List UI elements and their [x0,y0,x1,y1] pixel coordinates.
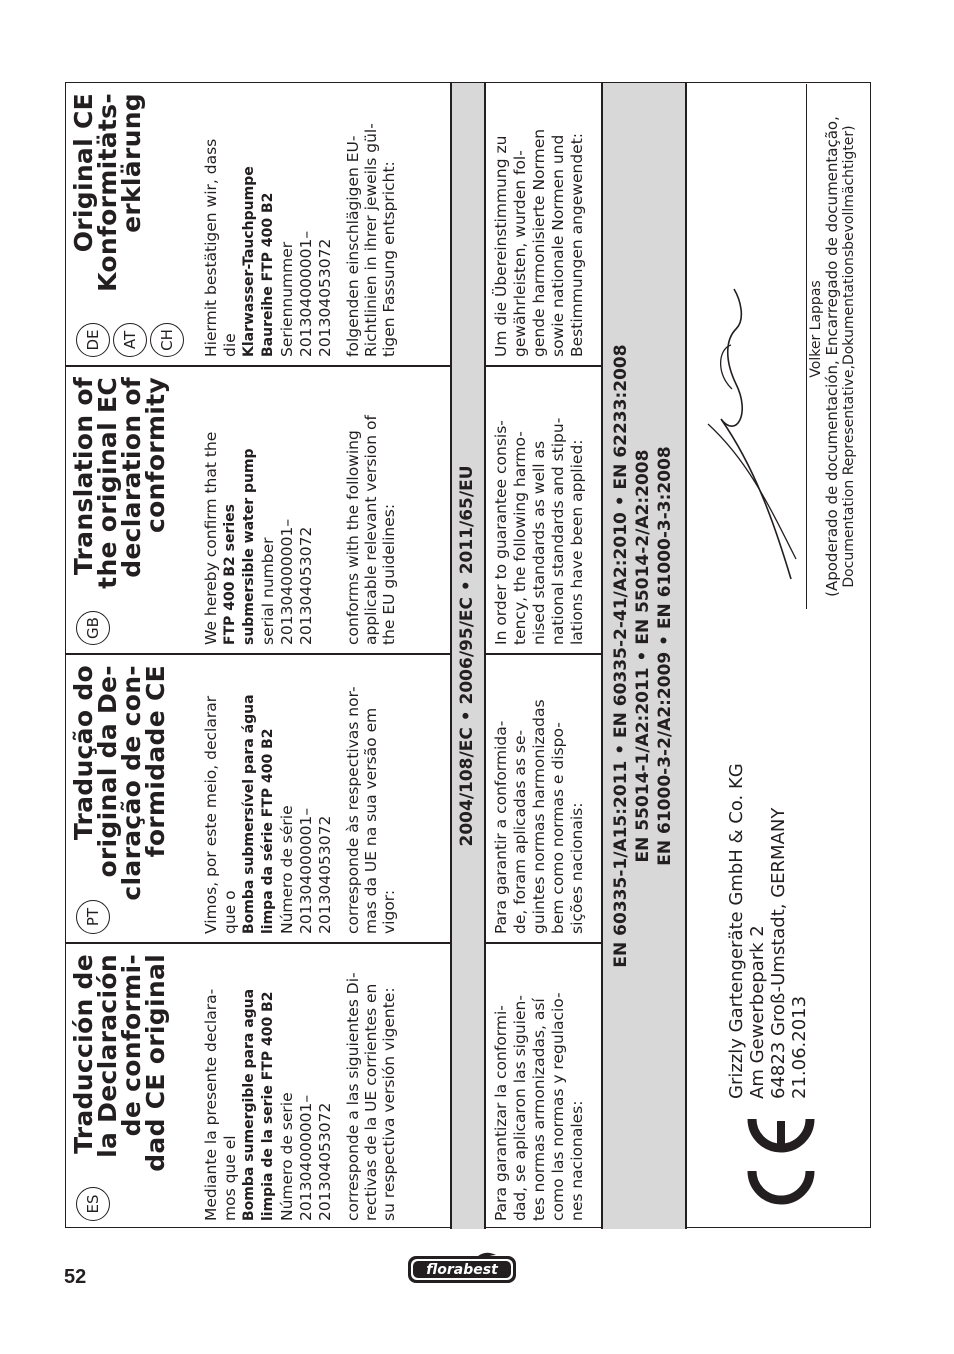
text-line: applicable relevant version of [362,415,380,645]
serial-from: 201304000001– [278,518,296,645]
directive-text [344,91,398,357]
florabest-logo [406,1252,518,1286]
issue-date: 21.06.2013 [789,995,810,1099]
text-line: como las normas y regulacio- [549,992,567,1221]
text-line: folgenden einschlägigen EU- [344,135,362,357]
product-line: limpa da série FTP 400 B2 [260,728,276,934]
title-line: de conformi- [117,954,146,1137]
column-title [69,954,170,1172]
text-line: nes nacionales: [568,1100,586,1221]
language-badge: PT [76,900,110,934]
serial-to: 201304053072 [316,815,334,934]
language-badge: DE [76,323,110,357]
company-name: Grizzly Gartengeräte GmbH & Co. KG [726,763,747,1099]
column-header [69,91,202,357]
rotated-declaration [66,83,872,1229]
directive-text [344,375,398,645]
title-line: the original EC [93,377,122,589]
page-number: 52 [64,1266,87,1288]
text-line: nised standards as well as [530,440,548,645]
intro-line: que o [221,890,239,934]
column-title [69,665,170,901]
intro-line: Mediante la presente declara- [202,988,220,1221]
product-block [202,952,338,1221]
column-header [69,663,202,934]
text-line: sowie nationale Normen und [549,134,567,357]
handwritten-signature [696,259,806,589]
product-line: submersible water pump [241,448,257,645]
standards-line: EN 55014-1/A2:2011 • EN 55014-2/A2:2008 [633,449,653,863]
text-line: Para garantir a conformida- [492,720,510,934]
product-line: Bomba sumergible para agua [241,988,257,1221]
language-badge: ES [76,1187,110,1221]
company-city: 64823 Groß-Umstadt, GERMANY [768,807,789,1099]
serial-from: 201304000001– [297,807,315,934]
title-line: formidade CE [141,665,170,858]
text-line: tigen Fassung entspricht: [380,161,398,357]
product-line: Bomba submersível para água [241,694,257,934]
title-line: original da De- [93,665,122,878]
text-line: corresponde a las siguientes Di- [344,972,362,1221]
divider [450,83,452,1229]
text-line: gende harmonisierte Normen [530,128,548,357]
text-line: national standards and stipu- [549,417,567,645]
product-block [202,375,338,645]
column-de [66,83,398,365]
text-line: conforms with the following [344,430,362,645]
intro-line: Hiermit bestätigen wir, dass [202,138,220,357]
directives-list: 2004/108/EC • 2006/95/EC • 2011/65/EU [457,465,477,847]
text-line: bem como normas e dispo- [549,722,567,934]
title-line: Traducción de [69,954,98,1154]
divider [685,83,687,1229]
text-line: lations have been applied: [568,439,586,645]
serial-to: 201304053072 [316,238,334,357]
serial-label: Número de serie [278,1092,296,1221]
declaration-frame [65,82,871,1228]
standards-text-de [486,83,587,365]
product-line: FTP 400 B2 series [222,504,238,645]
title-line: Konformitäts- [93,93,122,292]
title-line: declaration of [117,377,146,578]
text-line: su respectiva versión vigente: [380,987,398,1221]
product-block [202,663,338,934]
column-title [69,377,170,589]
directive-text [344,952,398,1221]
divider [601,83,603,1229]
text-line: tency, the following harmo- [511,431,529,645]
company-address [726,763,810,1099]
directive-text [344,663,398,934]
intro-line: We hereby confirm that the [202,431,220,645]
standards-text-es [486,944,587,1229]
serial-to: 201304053072 [297,526,315,645]
text-line: the EU guidelines: [380,503,398,645]
language-badge: GB [76,611,110,645]
product-line: Baureihe FTP 400 B2 [260,192,276,357]
serial-from: 201304000001– [297,1094,315,1221]
text-line: vigor: [380,889,398,934]
signatory-name: Volker Lappas [808,280,824,378]
intro-line: Vimos, por este meio, declarar [202,695,220,934]
column-header [69,952,202,1221]
signatory-role: (Apoderado de documentación, Encarregado de documentação, [823,116,841,597]
text-line: guintes normas harmonizadas [530,699,548,934]
text-line: Para garantizar la conformi- [492,1005,510,1221]
text-line: Richtlinien in ihrer jeweils gül- [362,123,380,357]
text-line: Bestimmungen angewendet: [568,132,586,357]
signatory-role-2: Documentation Representative,Dokumentationsbevollmächtigter) [841,125,857,588]
company-street: Am Gewerbepark 2 [747,925,768,1099]
serial-label: Seriennummer [278,241,296,357]
column-gb [66,367,398,653]
standards-line: EN 61000-3-2/A2:2009 • EN 61000-3-3:2008 [655,446,675,866]
text-line: sições nacionais: [568,802,586,934]
title-line: Translation of [69,377,98,576]
column-header [69,375,202,645]
product-line: limpia de la serie FTP 400 B2 [260,991,276,1221]
text-line: de, foram aplicadas as se- [511,729,529,934]
product-line: Klarwasser-Tauchpumpe [241,166,257,357]
title-line: conformity [141,377,170,534]
text-line: mas da UE na sua versão em [362,707,380,934]
title-line: la Declaración [93,954,122,1158]
title-line: claração de con- [117,665,146,901]
intro-line: mos que el [221,1135,239,1221]
text-line: rectivas de la UE corrientes en [362,983,380,1221]
standards-text-gb [486,367,587,653]
text-line: tes normas armonizadas, así [530,998,548,1221]
language-badge: CH [150,323,184,357]
language-badges [76,297,187,357]
serial-label: serial number [259,537,277,645]
language-badge: AT [113,323,147,357]
serial-label: Número de série [278,805,296,934]
product-block [202,91,338,357]
text-line: dad, se aplicaron las siguien- [511,995,529,1221]
title-line: erklärung [117,93,146,233]
text-line: gewährleisten, wurden fol- [511,150,529,357]
text-line: Um die Übereinstimmung zu [492,135,510,357]
title-line: dad CE original [141,954,170,1172]
title-line: Original CE [69,93,98,253]
column-es [66,944,398,1229]
serial-from: 201304000001– [297,230,315,357]
title-line: Tradução do [69,665,98,841]
text-line: In order to guarantee consis- [492,420,510,645]
ce-mark-icon [746,1111,816,1211]
column-pt [66,655,398,942]
column-title [69,93,146,292]
text-line: corresponde às respectivas nor- [344,686,362,934]
language-badges [76,585,113,645]
signature-line [806,84,807,609]
intro-line: die [221,333,239,357]
standards-line: EN 60335-1/A15:2011 • EN 60335-2-41/A2:2010 • EN 62233:2008 [611,344,631,968]
serial-to: 201304053072 [316,1102,334,1221]
standards-text-pt [486,655,587,942]
logo-text: florabest [426,1262,498,1278]
standards-list [610,83,676,1229]
